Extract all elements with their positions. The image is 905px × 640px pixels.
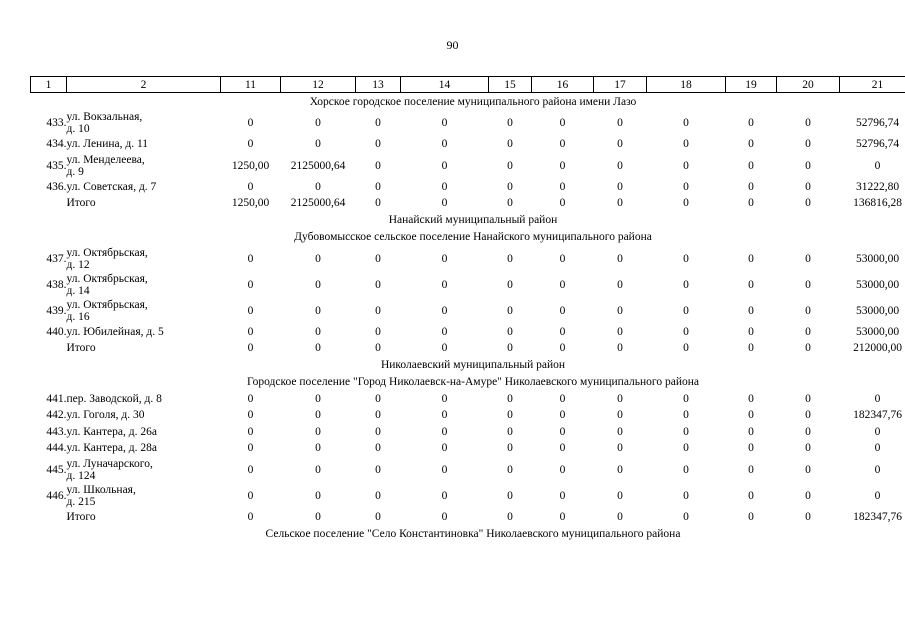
column-header: 18	[647, 77, 726, 93]
value-cell: 0	[441, 392, 448, 405]
value-cell: 0	[375, 252, 381, 265]
value-cell: 0	[748, 392, 754, 405]
value-cell: 0	[617, 342, 623, 355]
address-cell	[67, 153, 221, 179]
value-cell: 0	[748, 409, 754, 422]
value-cell: 0	[507, 442, 513, 455]
total-row	[31, 509, 905, 526]
data-table	[30, 76, 905, 542]
address-cell	[67, 179, 221, 196]
value-cell: 0	[559, 425, 566, 438]
value-cell: 0	[441, 442, 448, 455]
value-cell: 0	[559, 252, 566, 265]
value-cell: 0	[441, 117, 448, 129]
value-cell: 0	[805, 442, 811, 455]
value-cell: 0	[617, 138, 623, 151]
value-cell: 0	[559, 325, 566, 338]
value-cell: 0	[441, 325, 448, 338]
value-cell: 0	[683, 180, 689, 193]
value-cell: 0	[748, 180, 754, 193]
value-cell: 0	[315, 489, 321, 502]
value-cell: 0	[748, 197, 754, 210]
address-cell	[67, 272, 221, 298]
value-cell: 0	[683, 197, 689, 210]
value-cell: 0	[375, 159, 381, 172]
value-cell: 0	[507, 138, 513, 151]
section-heading-row	[31, 229, 905, 246]
column-header: 16	[532, 77, 594, 93]
value-cell: 0	[617, 392, 623, 405]
value-cell: 0	[247, 252, 254, 265]
table-row	[31, 440, 905, 457]
value-cell: 0	[247, 489, 254, 502]
row-number: 436.	[46, 180, 67, 193]
address-cell	[67, 440, 221, 457]
value-cell: 0	[617, 117, 623, 129]
value-cell: 0	[441, 425, 448, 438]
address-line: ул. Вокзальная,	[66, 111, 143, 123]
value-cell: 0	[441, 159, 448, 172]
row-number: 433.	[46, 117, 67, 129]
value-cell: 0	[805, 180, 811, 193]
value-cell: 0	[805, 463, 811, 476]
value-cell: 0	[559, 510, 566, 523]
value-cell: 0	[874, 159, 881, 172]
value-cell: 0	[315, 180, 321, 193]
table-row	[31, 407, 905, 424]
value-cell: 0	[247, 180, 254, 193]
value-cell: 0	[247, 510, 254, 523]
value-cell: 0	[805, 425, 811, 438]
value-cell: 0	[507, 325, 513, 338]
row-number: 440.	[46, 325, 67, 338]
value-cell: 0	[315, 325, 321, 338]
value-cell: 0	[617, 197, 623, 210]
value-cell: 0	[507, 117, 513, 129]
value-cell: 0	[559, 409, 566, 422]
value-cell: 0	[507, 463, 513, 476]
value-cell: 0	[748, 304, 754, 317]
value-cell: 0	[375, 409, 381, 422]
value-cell: 0	[247, 117, 254, 129]
column-header: 15	[489, 77, 532, 93]
value-cell: 0	[315, 409, 321, 422]
address-line: ул. Октябрьская,	[66, 298, 148, 311]
address-line: д. 124	[66, 469, 96, 482]
value-cell: 0	[315, 138, 321, 151]
value-cell: 0	[315, 252, 321, 265]
row-number-empty	[31, 509, 67, 526]
value-cell: 0	[507, 197, 513, 210]
value-cell: 0	[683, 442, 689, 455]
value-cell: 0	[748, 278, 754, 291]
value-cell: 0	[507, 425, 513, 438]
address-cell	[67, 424, 221, 441]
address-line: ул. Кантера, д. 26а	[66, 425, 157, 438]
value-cell: 0	[748, 463, 754, 476]
section-heading: Дубовомысское сельское поселение Нанайского муниципального района	[294, 231, 652, 243]
value-cell: 1250,00	[231, 197, 270, 210]
value-cell: 0	[247, 304, 254, 317]
row-number: 435.	[46, 159, 67, 172]
address-line: ул. Октябрьская,	[66, 246, 148, 259]
total-label: Итого	[66, 510, 96, 523]
value-cell: 0	[441, 180, 448, 193]
value-cell: 0	[375, 425, 381, 438]
value-cell: 0	[683, 304, 689, 317]
value-cell: 0	[441, 510, 448, 523]
value-cell: 0	[559, 463, 566, 476]
table-row	[31, 272, 905, 298]
value-cell: 0	[559, 197, 566, 210]
value-cell: 136816,28	[853, 197, 902, 210]
column-header: 20	[777, 77, 840, 93]
address-line: ул. Менделеева,	[66, 153, 145, 166]
address-line: ул. Юбилейная, д. 5	[66, 325, 164, 338]
value-cell: 0	[315, 278, 321, 291]
address-line: д. 9	[66, 165, 84, 178]
value-cell: 0	[507, 278, 513, 291]
column-header: 11	[221, 77, 281, 93]
value-cell: 52796,74	[855, 138, 900, 151]
value-cell: 0	[315, 442, 321, 455]
value-cell: 0	[683, 252, 689, 265]
value-cell: 0	[507, 180, 513, 193]
table-row	[31, 324, 905, 341]
value-cell: 0	[247, 278, 254, 291]
value-cell: 0	[617, 159, 623, 172]
address-cell	[67, 324, 221, 341]
value-cell: 0	[507, 342, 513, 355]
row-number-empty	[31, 340, 67, 357]
value-cell: 0	[874, 489, 881, 502]
value-cell: 0	[247, 463, 254, 476]
value-cell: 0	[559, 278, 566, 291]
table-body	[31, 93, 905, 543]
value-cell: 182347,76	[853, 510, 902, 523]
value-cell: 0	[805, 197, 811, 210]
value-cell: 0	[315, 425, 321, 438]
table-row	[31, 153, 905, 179]
value-cell: 0	[375, 278, 381, 291]
value-cell: 0	[441, 489, 448, 502]
value-cell: 0	[559, 159, 566, 172]
address-line: пер. Заводской, д. 8	[66, 392, 162, 405]
row-number: 442.	[46, 409, 67, 422]
row-number: 434.	[46, 138, 67, 151]
row-number: 437.	[46, 252, 67, 265]
value-cell: 0	[375, 138, 381, 151]
value-cell: 0	[559, 489, 566, 502]
value-cell: 0	[683, 159, 689, 172]
value-cell: 0	[441, 463, 448, 476]
value-cell: 0	[559, 342, 566, 355]
value-cell: 0	[805, 304, 811, 317]
value-cell: 1250,00	[231, 159, 270, 172]
value-cell: 0	[375, 197, 381, 210]
address-cell	[67, 391, 221, 408]
value-cell: 0	[805, 342, 811, 355]
table-row	[31, 110, 905, 136]
value-cell: 0	[247, 392, 254, 405]
value-cell: 0	[617, 304, 623, 317]
column-header: 14	[401, 77, 489, 93]
value-cell: 0	[805, 409, 811, 422]
value-cell: 0	[247, 342, 254, 355]
value-cell: 0	[375, 392, 381, 405]
value-cell: 0	[441, 342, 448, 355]
value-cell: 0	[805, 489, 811, 502]
value-cell: 0	[441, 197, 448, 210]
section-heading: Нанайский муниципальный район	[388, 214, 558, 226]
total-label: Итого	[66, 342, 96, 355]
value-cell: 0	[748, 510, 754, 523]
value-cell: 0	[507, 510, 513, 523]
section-heading-row	[31, 93, 905, 111]
total-row	[31, 195, 905, 212]
value-cell: 0	[559, 304, 566, 317]
address-line: д. 10	[66, 123, 90, 135]
address-cell	[67, 407, 221, 424]
address-cell	[67, 246, 221, 272]
value-cell: 0	[748, 442, 754, 455]
value-cell: 0	[683, 138, 689, 151]
value-cell: 0	[617, 278, 623, 291]
value-cell: 0	[683, 392, 689, 405]
address-line: ул. Советская, д. 7	[66, 180, 157, 193]
column-header: 21	[840, 77, 905, 93]
value-cell: 0	[748, 325, 754, 338]
value-cell: 0	[315, 117, 321, 129]
value-cell: 0	[748, 252, 754, 265]
value-cell: 0	[748, 138, 754, 151]
value-cell: 0	[805, 117, 811, 129]
column-header: 12	[281, 77, 356, 93]
address-line: ул. Октябрьская,	[66, 272, 148, 285]
value-cell: 0	[559, 442, 566, 455]
address-cell	[67, 483, 221, 509]
value-cell: 0	[559, 138, 566, 151]
value-cell: 212000,00	[853, 342, 902, 355]
value-cell: 2125000,64	[290, 159, 346, 172]
value-cell: 0	[748, 117, 754, 129]
value-cell: 0	[375, 180, 381, 193]
section-heading: Николаевский муниципальный район	[380, 359, 566, 371]
row-number: 443.	[46, 425, 67, 438]
value-cell: 0	[683, 425, 689, 438]
value-cell: 0	[683, 510, 689, 523]
value-cell: 0	[617, 325, 623, 338]
value-cell: 0	[247, 425, 254, 438]
value-cell: 0	[441, 304, 448, 317]
value-cell: 2125000,64	[290, 197, 346, 210]
value-cell: 53000,00	[855, 252, 900, 265]
value-cell: 0	[315, 342, 321, 355]
value-cell: 0	[441, 252, 448, 265]
section-heading: Хорское городское поселение муниципального района имени Лазо	[309, 95, 637, 108]
address-line: ул. Кантера, д. 28а	[66, 442, 157, 455]
value-cell: 0	[507, 489, 513, 502]
value-cell: 0	[559, 180, 566, 193]
address-line: ул. Ленина, д. 11	[66, 138, 149, 151]
value-cell: 0	[375, 342, 381, 355]
address-cell	[67, 110, 221, 136]
value-cell: 0	[617, 252, 623, 265]
value-cell: 0	[805, 325, 811, 338]
row-number: 444.	[46, 442, 67, 455]
value-cell: 0	[617, 510, 623, 523]
value-cell: 0	[247, 138, 254, 151]
section-heading-row	[31, 212, 905, 229]
value-cell: 0	[375, 304, 381, 317]
total-row	[31, 340, 905, 357]
row-number-empty	[31, 195, 67, 212]
address-line: д. 16	[66, 310, 90, 323]
header-row	[31, 77, 905, 93]
value-cell: 0	[507, 252, 513, 265]
value-cell: 0	[805, 278, 811, 291]
value-cell: 0	[683, 463, 689, 476]
value-cell: 0	[874, 425, 881, 438]
value-cell: 0	[247, 442, 254, 455]
address-cell	[67, 457, 221, 483]
value-cell: 52796,74	[855, 117, 900, 129]
value-cell: 0	[748, 425, 754, 438]
value-cell: 0	[683, 489, 689, 502]
value-cell: 0	[441, 138, 448, 151]
table-row	[31, 391, 905, 408]
value-cell: 0	[315, 304, 321, 317]
address-line: д. 12	[66, 258, 90, 271]
value-cell: 182347,76	[853, 409, 902, 422]
value-cell: 0	[748, 342, 754, 355]
value-cell: 0	[805, 252, 811, 265]
section-heading-row	[31, 525, 905, 542]
value-cell: 0	[874, 442, 881, 455]
value-cell: 0	[748, 489, 754, 502]
table-row	[31, 136, 905, 153]
value-cell: 0	[441, 409, 448, 422]
value-cell: 0	[617, 489, 623, 502]
value-cell: 0	[683, 117, 689, 129]
table-row	[31, 457, 905, 483]
value-cell: 0	[559, 117, 566, 129]
address-line: д. 215	[66, 495, 96, 508]
value-cell: 0	[315, 510, 321, 523]
value-cell: 0	[247, 409, 254, 422]
row-number: 438.	[46, 278, 67, 291]
value-cell: 0	[507, 304, 513, 317]
value-cell: 0	[617, 463, 623, 476]
value-cell: 0	[805, 138, 811, 151]
value-cell: 0	[805, 159, 811, 172]
column-header: 19	[726, 77, 777, 93]
table-row	[31, 483, 905, 509]
address-cell	[67, 136, 221, 153]
value-cell: 0	[805, 510, 811, 523]
value-cell: 31222,80	[855, 180, 900, 193]
page-number: 90	[446, 38, 459, 52]
column-header: 13	[356, 77, 401, 93]
value-cell: 0	[441, 278, 448, 291]
value-cell: 0	[683, 409, 689, 422]
value-cell: 0	[748, 159, 754, 172]
address-line: ул. Луначарского,	[66, 457, 153, 470]
table-row	[31, 179, 905, 196]
value-cell: 53000,00	[855, 325, 900, 338]
value-cell: 53000,00	[855, 278, 900, 291]
value-cell: 0	[617, 409, 623, 422]
row-number: 441.	[46, 392, 67, 405]
value-cell: 0	[507, 409, 513, 422]
value-cell: 0	[559, 392, 566, 405]
value-cell: 0	[617, 180, 623, 193]
column-header: 2	[67, 77, 221, 93]
value-cell: 0	[683, 342, 689, 355]
total-label: Итого	[66, 197, 96, 210]
value-cell: 0	[874, 463, 881, 476]
value-cell: 0	[683, 278, 689, 291]
value-cell: 0	[507, 159, 513, 172]
value-cell: 0	[375, 325, 381, 338]
value-cell: 0	[315, 392, 321, 405]
section-heading-row	[31, 357, 905, 374]
value-cell: 0	[375, 489, 381, 502]
address-line: д. 14	[66, 284, 90, 297]
row-number: 439.	[46, 304, 67, 317]
column-header: 1	[31, 77, 67, 93]
address-line: ул. Школьная,	[66, 483, 136, 496]
value-cell: 0	[805, 392, 811, 405]
value-cell: 53000,00	[855, 304, 900, 317]
section-heading: Городское поселение "Город Николаевск-на-Амуре" Николаевского муниципального района	[246, 376, 699, 388]
section-heading: Сельское поселение "Село Константиновка" Николаевского муниципального района	[265, 527, 681, 540]
value-cell: 0	[247, 325, 254, 338]
table-row	[31, 298, 905, 324]
value-cell: 0	[375, 463, 381, 476]
address-line: ул. Гоголя, д. 30	[66, 409, 145, 422]
value-cell: 0	[375, 510, 381, 523]
address-cell	[67, 298, 221, 324]
value-cell: 0	[375, 117, 381, 129]
row-number: 446.	[46, 489, 67, 502]
value-cell: 0	[617, 442, 623, 455]
value-cell: 0	[683, 325, 689, 338]
value-cell: 0	[375, 442, 381, 455]
row-number: 445.	[46, 463, 67, 476]
value-cell: 0	[507, 392, 513, 405]
value-cell: 0	[315, 463, 321, 476]
table-row	[31, 246, 905, 272]
table-row	[31, 424, 905, 441]
column-header: 17	[594, 77, 647, 93]
section-heading-row	[31, 374, 905, 391]
value-cell: 0	[617, 425, 623, 438]
value-cell: 0	[874, 392, 881, 405]
